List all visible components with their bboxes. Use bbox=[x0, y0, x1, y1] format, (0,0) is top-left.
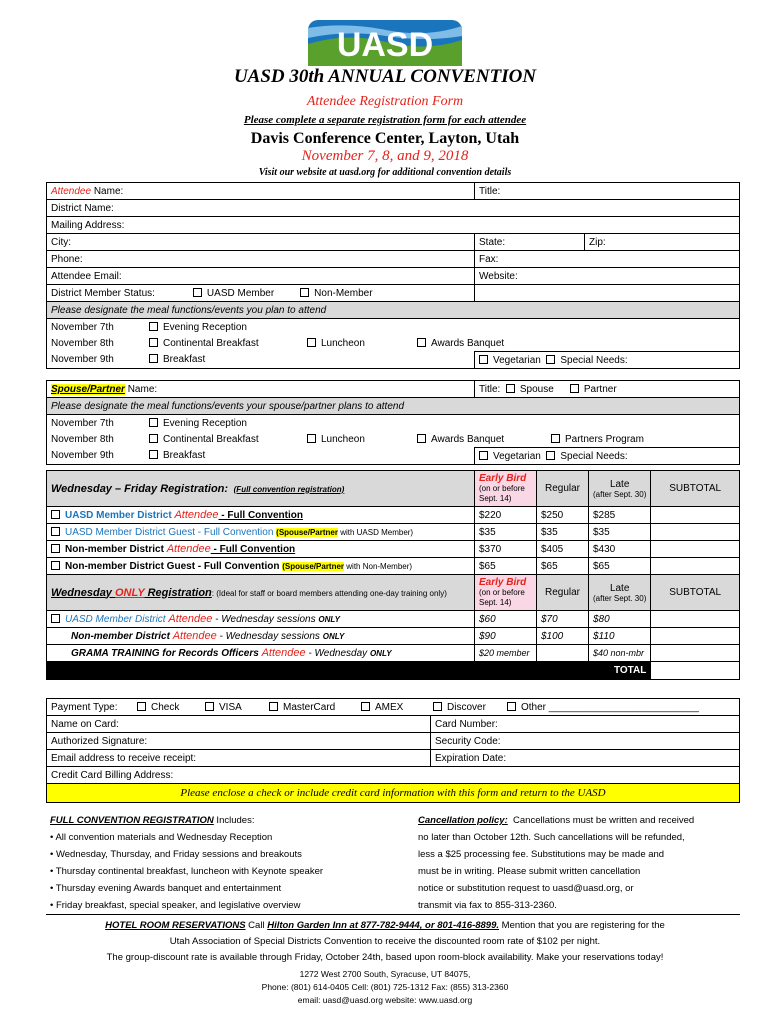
subtotal-header: SUBTOTAL bbox=[651, 471, 740, 507]
payment-type-row: Payment Type: Check VISA MasterCard AMEX Discover Other ___________________________ bbox=[47, 699, 740, 716]
spouse-checkbox[interactable] bbox=[506, 384, 515, 393]
amex-checkbox[interactable] bbox=[361, 702, 370, 711]
spouse-vegetarian-checkbox[interactable] bbox=[479, 451, 488, 460]
signature-field[interactable]: Authorized Signature: bbox=[47, 733, 431, 750]
zip-field[interactable]: Zip: bbox=[585, 234, 740, 251]
spouse-title-field: Title: Spouse Partner bbox=[475, 381, 740, 398]
price-row: Non-member District Attendee - Full Convention $370 $405 $430 bbox=[47, 541, 740, 558]
hotel-block: HOTEL ROOM RESERVATIONS Call Hilton Garden Inn at 877-782-9444, or 801-416-8899. Mention that you are registering for the Utah Association of Special Districts Convention to receive the discounted room rate of $102 per night. The group-discount rate is available through Friday, October 24th, based upon room-block availability. Make your reservations today! bbox=[105, 920, 665, 963]
mastercard-checkbox[interactable] bbox=[269, 702, 278, 711]
spouse-continental-breakfast-checkbox[interactable] bbox=[149, 434, 158, 443]
receipt-email-field[interactable]: Email address to receive receipt: bbox=[47, 750, 431, 767]
luncheon-checkbox[interactable] bbox=[307, 338, 316, 347]
payment-table bbox=[46, 698, 740, 803]
full-nonmember-checkbox[interactable] bbox=[51, 544, 60, 553]
partner-checkbox[interactable] bbox=[570, 384, 579, 393]
phone-field[interactable]: Phone: bbox=[47, 251, 475, 268]
spouse-awards-banquet-checkbox[interactable] bbox=[417, 434, 426, 443]
venue-text: Davis Conference Center, Layton, Utah bbox=[250, 130, 520, 147]
spouse-table: Spouse/Partner Name: Title: Spouse Partner Please designate the meal functions/events your spouse/partner plans to attend November 7th Evening Reception November 8th Continental Breakfast Luncheon Awards Banquet Partners Program November 9th Breakfast Vegetarian Special Needs: bbox=[46, 380, 740, 465]
discover-checkbox[interactable] bbox=[433, 702, 442, 711]
non-member-checkbox[interactable] bbox=[300, 288, 309, 297]
security-code-field[interactable]: Security Code: bbox=[431, 733, 740, 750]
attendee-title-field[interactable]: Title: bbox=[475, 183, 740, 200]
list-item: • Friday breakfast, special speaker, and legislative overview bbox=[50, 900, 301, 911]
billing-address-field[interactable]: Credit Card Billing Address: bbox=[47, 767, 740, 784]
price-row: Non-member District Guest - Full Convention (Spouse/Partner with Non-Member) $65 $65 $65 bbox=[47, 558, 740, 575]
price-row: GRAMA TRAINING for Records Officers Attendee - Wednesday ONLY $20 member $40 non-mbr bbox=[47, 645, 740, 662]
fax-field[interactable]: Fax: bbox=[475, 251, 740, 268]
full-member-checkbox[interactable] bbox=[51, 510, 60, 519]
cancellation-block: Cancellation policy: Cancellations must be written and received no later than October 12th. Such cancellations will be refunded, less a $25 processing fee. Substitutions may be made and must be in writing. Please submit written cancellation notice or substitution request to uasd@uasd.org, or transmit via fax to 855-313-2360. bbox=[418, 815, 695, 911]
wed-member-checkbox[interactable] bbox=[51, 614, 60, 623]
city-field[interactable]: City: bbox=[47, 234, 475, 251]
member-status-row: District Member Status: UASD Member Non-Member bbox=[47, 285, 475, 302]
total-label: TOTAL bbox=[47, 662, 651, 680]
form-subtitle: Attendee Registration Form bbox=[306, 94, 464, 109]
full-member-guest-checkbox[interactable] bbox=[51, 527, 60, 536]
vegetarian-checkbox[interactable] bbox=[479, 355, 488, 364]
email-field[interactable]: Attendee Email: bbox=[47, 268, 475, 285]
includes-block: FULL CONVENTION REGISTRATION Includes: • All convention materials and Wednesday Reception • Wednesday, Thursday, and Friday sessions and breakouts • Thursday continental breakfast, luncheon with Keynote speaker • Thursday evening Awards banquet and entertainment • Friday breakfast, special speaker, and legislative overview bbox=[50, 812, 410, 914]
continental-breakfast-checkbox[interactable] bbox=[149, 338, 158, 347]
check-checkbox[interactable] bbox=[137, 702, 146, 711]
attendee-name-field[interactable]: Attendee Name: bbox=[47, 183, 475, 200]
card-number-field[interactable]: Card Number: bbox=[431, 716, 740, 733]
full-nonmember-guest-checkbox[interactable] bbox=[51, 561, 60, 570]
list-item: • All convention materials and Wednesday Reception bbox=[50, 832, 273, 843]
spouse-luncheon-checkbox[interactable] bbox=[307, 434, 316, 443]
spouse-special-needs-checkbox[interactable] bbox=[546, 451, 555, 460]
list-item: • Thursday evening Awards banquet and entertainment bbox=[50, 883, 282, 894]
spouse-breakfast-checkbox[interactable] bbox=[149, 450, 158, 459]
name-on-card-field[interactable]: Name on Card: bbox=[47, 716, 431, 733]
breakfast-checkbox[interactable] bbox=[149, 354, 158, 363]
pricing-table: Wednesday – Friday Registration: (Full convention registration) Early Bird (on or before Sept. 14) Regular Late (after Sept. 30) SUBTOTAL UASD Member District Attendee - Full Convention $220 $250 $285 UASD Member District Guest - Full Convention (Spouse/Partner with UASD Member) $35 $35 $35 Non-member District Attendee - Full Convention $370 $405 $430 Non-member District Guest - Full Convention (Spouse/Partner with Non-Member) $65 $65 $65 Wednesday ONLY Registration: (Ideal for staff or board members attending one-day training only) Early Bird (on or before Sept. 14) Regular Late (after Sept. 30) SUBTOTAL UASD Member District Attendee - Wednesday sessions ONLY $60 $70 $80 Non-member District Attendee - Wednesday sessions ONLY $90 $100 $110 GRAMA TRAINING for Records Officers Attendee - Wednesday ONLY $20 member $40 non-mbr TOTAL bbox=[46, 470, 740, 680]
list-item: • Thursday continental breakfast, luncheon with Keynote speaker bbox=[50, 866, 324, 877]
enclose-note: Please enclose a check or include credit card information with this form and return to the UASD bbox=[47, 784, 740, 803]
evening-reception-checkbox[interactable] bbox=[149, 322, 158, 331]
footer: 1272 West 2700 South, Syracuse, UT 84075, Phone: (801) 614-0405 Cell: (801) 725-1312 Fax: (855) 313-2360 email: uasd@uasd.org website: www.uasd.org bbox=[261, 969, 509, 1005]
price-row: UASD Member District Attendee - Full Convention $220 $250 $285 bbox=[47, 507, 740, 524]
uasd-member-checkbox[interactable] bbox=[193, 288, 202, 297]
uasd-logo bbox=[306, 18, 464, 68]
instruction-text: Please complete a separate registration form for each attendee bbox=[243, 114, 527, 126]
price-row: UASD Member District Attendee - Wednesday sessions ONLY $60 $70 $80 bbox=[47, 611, 740, 628]
expiration-field[interactable]: Expiration Date: bbox=[431, 750, 740, 767]
spouse-meal-prompt: Please designate the meal functions/events your spouse/partner plans to attend bbox=[47, 398, 740, 415]
list-item: • Wednesday, Thursday, and Friday sessions and breakouts bbox=[50, 849, 302, 860]
svg-text:UASD: UASD bbox=[336, 26, 434, 64]
price-row: UASD Member District Guest - Full Convention (Spouse/Partner with UASD Member) $35 $35 $35 bbox=[47, 524, 740, 541]
mailing-address-field[interactable]: Mailing Address: bbox=[47, 217, 740, 234]
meal-prompt: Please designate the meal functions/events you plan to attend bbox=[47, 302, 740, 319]
spouse-evening-reception-checkbox[interactable] bbox=[149, 418, 158, 427]
convention-title: UASD 30th ANNUAL CONVENTION bbox=[233, 66, 537, 87]
special-needs-checkbox[interactable] bbox=[546, 355, 555, 364]
total-field[interactable] bbox=[651, 662, 740, 680]
visa-checkbox[interactable] bbox=[205, 702, 214, 711]
attendee-table: Attendee Name: Title: District Name: Mailing Address: City: State: Zip: Phone: Fax: Attendee Email: Website: District Member Status: UASD Member Non-Member Please designate the meal functions/events you plan to attend November 7th Evening Reception November 8th Continental Breakfast Luncheon Awards Banquet November 9th Breakfast Vegetarian Special Needs: bbox=[46, 182, 740, 369]
partners-program-checkbox[interactable] bbox=[551, 434, 560, 443]
district-name-field[interactable]: District Name: bbox=[47, 200, 740, 217]
other-checkbox[interactable] bbox=[507, 702, 516, 711]
state-field[interactable]: State: bbox=[475, 234, 585, 251]
website-field[interactable]: Website: bbox=[475, 268, 740, 285]
price-row: Non-member District Attendee - Wednesday sessions ONLY $90 $100 $110 bbox=[47, 628, 740, 645]
spouse-name-field[interactable]: Spouse/Partner Name: bbox=[47, 381, 475, 398]
dates-text: November 7, 8, and 9, 2018 bbox=[301, 148, 469, 164]
awards-banquet-checkbox[interactable] bbox=[417, 338, 426, 347]
website-note: Visit our website at uasd.org for additional convention details bbox=[258, 167, 512, 178]
